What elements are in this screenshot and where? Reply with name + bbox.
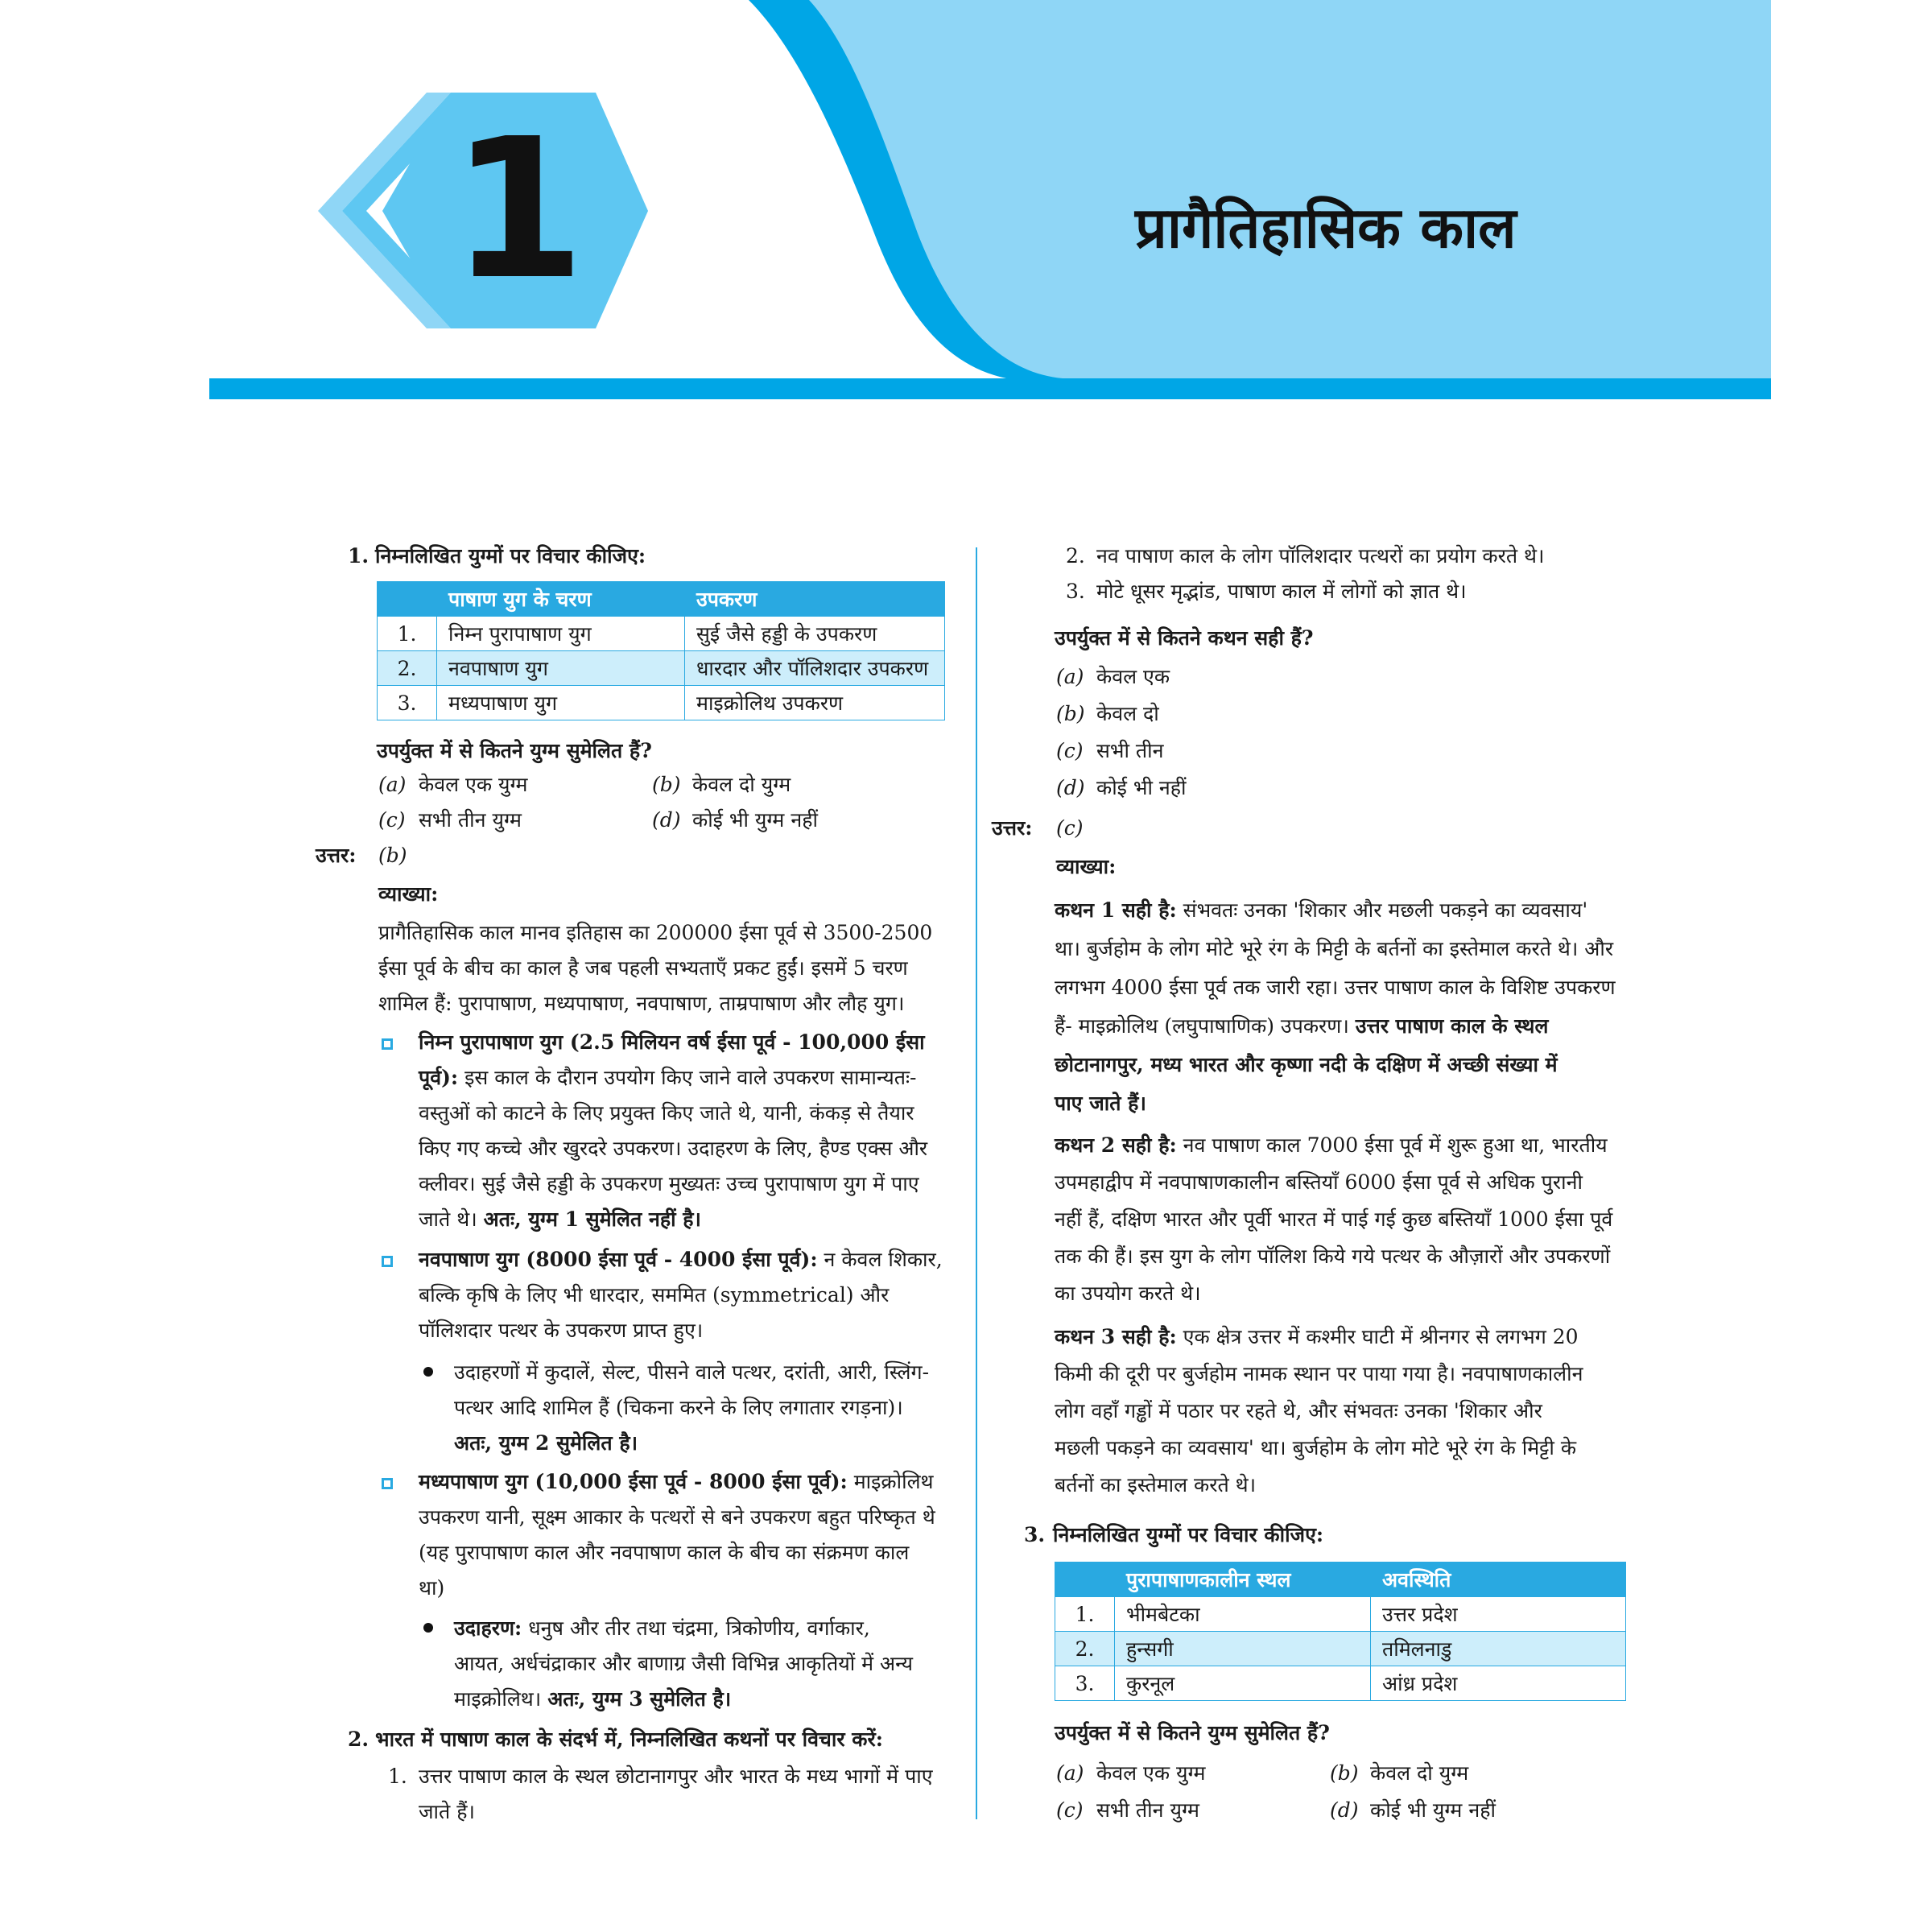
- q2-s2-line: तक की हैं। इस युग के लोग पॉलिश किये गये पत्थर के औज़ारों और उपकरणों: [1055, 1245, 1611, 1268]
- q1-point3-sub-line1: [454, 1610, 870, 1647]
- q1-point3-sub-line2: आयत, अर्धचंद्राकार और बाणाग्र जैसी विभिन्न आकृतियों में अन्य: [454, 1652, 913, 1675]
- q1-point2-sub-line: उदाहरणों में कुदालें, सेल्ट, पीसने वाले पत्थर, दरांती, आरी, स्लिंग-: [454, 1360, 930, 1384]
- table-cell: 1.: [378, 617, 437, 651]
- q2-option-b-label: (b): [1056, 702, 1085, 725]
- table-cell: माइक्रोलिथ उपकरण: [685, 686, 945, 720]
- q2-s1-line4-bold: उत्तर पाषाण काल के स्थल: [1355, 1014, 1549, 1038]
- table-cell: 2.: [378, 651, 437, 686]
- q1-point1-line2: [419, 1059, 916, 1096]
- q1-point3-sub-line3-plain: माइक्रोलिथ।: [454, 1687, 548, 1711]
- q2-stem: भारत में पाषाण काल के संदर्भ में, निम्नलिखित कथनों पर विचार करें:: [375, 1728, 883, 1751]
- q1-point1-heading: निम्न पुरापाषाण युग (2.5 मिलियन वर्ष ईसा पूर्व - 100,000 ईसा: [419, 1030, 925, 1054]
- table-cell: निम्न पुरापाषाण युग: [437, 617, 685, 651]
- q1-point3-conclusion: अतः, युग्म 3 सुमेलित है।: [547, 1687, 732, 1711]
- q2-option-b: केवल दो: [1096, 702, 1159, 725]
- q2-statement-num: 3.: [1066, 580, 1085, 603]
- q1-option-c-label: (c): [378, 808, 406, 832]
- q2-statement-num: 2.: [1066, 544, 1085, 568]
- q1-option-c: सभी तीन युग्म: [419, 808, 522, 832]
- q1-point2-line: पॉलिशदार पत्थर के उपकरण प्राप्त हुए।: [419, 1319, 704, 1342]
- q2-s2-line1: [1055, 1127, 1608, 1164]
- q3-option-c: सभी तीन युग्म: [1096, 1798, 1199, 1822]
- column-divider: [976, 547, 977, 1819]
- q2-s3-line1-rest: एक क्षेत्र उत्तर में कश्मीर घाटी में श्रीनगर से लगभग 20: [1176, 1325, 1579, 1348]
- q2-option-a: केवल एक: [1096, 665, 1170, 688]
- q1-option-d-label: (d): [652, 808, 681, 832]
- q2-answer: (c): [1056, 816, 1084, 840]
- q1-point3-line: (यह पुरापाषाण काल और नवपाषाण काल के बीच का संक्रमण काल: [419, 1541, 910, 1564]
- q1-table: [377, 581, 945, 720]
- q2-number: 2.: [348, 1728, 369, 1751]
- table-cell: 1.: [1055, 1597, 1115, 1632]
- q2-s3-line: लोग वहाँ गड्ढों में पठार पर रहते थे, और संभवतः उनका 'शिकार और: [1055, 1399, 1542, 1422]
- q2-s1-line4-plain: हैं- माइक्रोलिथ (लघुपाषाणिक) उपकरण।: [1055, 1014, 1356, 1038]
- table-cell: भीमबेटका: [1115, 1597, 1371, 1632]
- q2-question: उपर्युक्त में से कितने कथन सही हैं?: [1055, 626, 1314, 650]
- q2-s2-label: कथन 2 सही है:: [1055, 1133, 1177, 1157]
- q3-table-header-site: पुरापाषाणकालीन स्थल: [1115, 1563, 1371, 1597]
- table-cell: 3.: [1055, 1666, 1115, 1701]
- q1-table-header-num: [378, 582, 437, 617]
- table-cell: उत्तर प्रदेश: [1371, 1597, 1626, 1632]
- q2-s1-line: लगभग 4000 ईसा पूर्व तक जारी रहा। उत्तर पाषाण काल के विशिष्ट उपकरण: [1055, 976, 1616, 999]
- q2-s1-line1: [1055, 892, 1587, 929]
- q1-point2-sub-line: पत्थर आदि शामिल हैं (चिकना करने के लिए लगातार रगड़ना)।: [454, 1396, 903, 1419]
- dot-bullet-icon: [423, 1367, 433, 1377]
- square-bullet-icon: [382, 1256, 393, 1267]
- q1-point1-last-plain: जाते थे।: [419, 1208, 484, 1231]
- table-cell: हुन्सगी: [1115, 1632, 1371, 1666]
- q2-statement: उत्तर पाषाण काल के स्थल छोटानागपुर और भारत के मध्य भागों में पाए: [419, 1765, 933, 1788]
- q1-option-d: कोई भी युग्म नहीं: [692, 808, 818, 832]
- section-banner-text: अभ्यास के लिए वस्तुनिष्ठ प्रश्न: [821, 470, 1127, 503]
- q2-answer-label: उत्तर:: [992, 816, 1033, 840]
- q1-point3-sub-line3: [454, 1681, 731, 1718]
- header-bottom-bar: [209, 378, 1771, 399]
- chapter-title: प्रागैतिहासिक काल: [1135, 195, 1517, 261]
- q1-point1-line: किए गए कच्चे और खुरदरे उपकरण। उदाहरण के लिए, हैण्ड एक्स और: [419, 1137, 928, 1160]
- q1-option-b-label: (b): [652, 773, 681, 796]
- q1-table-header-stage: पाषाण युग के चरण: [437, 582, 685, 617]
- q2-option-c-label: (c): [1056, 739, 1084, 762]
- q2-statement-num: 1.: [388, 1765, 407, 1788]
- q2-statement-cont: जाते हैं।: [419, 1800, 475, 1823]
- q3-table: [1055, 1562, 1626, 1701]
- q2-s3-line: बर्तनों का इस्तेमाल करते थे।: [1055, 1473, 1257, 1496]
- table-row: [378, 617, 945, 651]
- table-cell: नवपाषाण युग: [437, 651, 685, 686]
- q1-point3-line: था): [419, 1576, 445, 1600]
- q1-option-b: केवल दो युग्म: [692, 773, 791, 796]
- q3-option-a-label: (a): [1056, 1761, 1084, 1785]
- q3-option-c-label: (c): [1056, 1798, 1084, 1822]
- q3-table-header-num: [1055, 1563, 1115, 1597]
- chapter-header-graphic: [0, 0, 1932, 419]
- q2-s2-line: नहीं हैं, दक्षिण भारत और पूर्वी भारत में पाई गई कुछ बस्तियाँ 1000 ईसा पूर्व: [1055, 1208, 1613, 1231]
- q2-s1-label: कथन 1 सही है:: [1055, 898, 1177, 922]
- q1-answer: (b): [378, 844, 407, 867]
- q3-stem: निम्नलिखित युग्मों पर विचार कीजिए:: [1053, 1523, 1324, 1546]
- q1-point3-heading: मध्यपाषाण युग (10,000 ईसा पूर्व - 8000 ईसा पूर्व):: [419, 1470, 848, 1493]
- q3-question: उपर्युक्त में से कितने युग्म सुमेलित हैं?: [1055, 1721, 1330, 1744]
- table-row: [378, 686, 945, 720]
- q1-intro-line: शामिल हैं: पुरापाषाण, मध्यपाषाण, नवपाषाण, ताम्रपाषाण और लौह युग।: [378, 992, 905, 1015]
- q2-option-d-label: (d): [1056, 776, 1085, 799]
- square-bullet-icon: [382, 1038, 393, 1050]
- table-cell: आंध्र प्रदेश: [1371, 1666, 1626, 1701]
- q1-table-header-row: [378, 582, 945, 617]
- q2-s1-line: था। बुर्जहोम के लोग मोटे भूरे रंग के मिट्टी के बर्तनों का इस्तेमाल करते थे। और: [1055, 937, 1614, 960]
- q2-statement: नव पाषाण काल के लोग पॉलिशदार पत्थरों का प्रयोग करते थे।: [1096, 544, 1545, 568]
- q2-s1-line1-rest: संभवतः उनका 'शिकार और मछली पकड़ने का व्यवसाय': [1176, 898, 1588, 922]
- table-cell: सुई जैसे हड्डी के उपकरण: [685, 617, 945, 651]
- q1-point1-line2-rest: इस काल के दौरान उपयोग किए जाने वाले उपकरण सामान्यतः-: [458, 1066, 917, 1089]
- table-cell: 2.: [1055, 1632, 1115, 1666]
- q1-point2-line1-rest: न केवल शिकार,: [817, 1248, 943, 1271]
- q2-option-d: कोई भी नहीं: [1096, 776, 1187, 799]
- q1-point1-heading-end: पूर्व):: [419, 1066, 459, 1089]
- q1-point1-line: वस्तुओं को काटने के लिए प्रयुक्त किए जाते थे, यानी, कंकड़ से तैयार: [419, 1101, 914, 1125]
- q1-question: उपर्युक्त में से कितने युग्म सुमेलित हैं?: [377, 739, 652, 762]
- q2-statement: मोटे धूसर मृद्भांड, पाषाण काल में लोगों को ज्ञात थे।: [1096, 580, 1467, 603]
- table-cell: तमिलनाडु: [1371, 1632, 1626, 1666]
- q2-s3-line: मछली पकड़ने का व्यवसाय' था। बुर्जहोम के लोग मोटे भूरे रंग के मिट्टी के: [1055, 1436, 1577, 1459]
- q3-option-b-label: (b): [1330, 1761, 1359, 1785]
- q2-explanation-label: व्याख्या:: [1056, 855, 1117, 878]
- q1-point1-conclusion: अतः, युग्म 1 सुमेलित नहीं है।: [483, 1208, 702, 1231]
- q1-stem: निम्नलिखित युग्मों पर विचार कीजिए:: [375, 544, 646, 568]
- q2-option-c: सभी तीन: [1096, 739, 1164, 762]
- q1-point3-line: उपकरण यानी, सूक्ष्म आकार के पत्थरों से बने उपकरण बहुत परिष्कृत थे: [419, 1505, 935, 1529]
- q1-point1-line: क्लीवर। सुई जैसे हड्डी के उपकरण मुख्यतः उच्च पुरापाषाण युग में पाए: [419, 1172, 919, 1195]
- q3-option-d: कोई भी युग्म नहीं: [1370, 1798, 1496, 1822]
- q1-answer-label: उत्तर:: [316, 844, 357, 867]
- q1-point2-line: बल्कि कृषि के लिए भी धारदार, सममित (symmetrical) और: [419, 1283, 890, 1307]
- table-row: [378, 651, 945, 686]
- table-cell: धारदार और पॉलिशदार उपकरण: [685, 651, 945, 686]
- q1-option-a: केवल एक युग्म: [419, 773, 528, 796]
- q3-option-a: केवल एक युग्म: [1096, 1761, 1206, 1785]
- q1-intro-line: प्रागैतिहासिक काल मानव इतिहास का 200000 ईसा पूर्व से 3500-2500: [378, 921, 933, 944]
- q2-s2-line1-rest: नव पाषाण काल 7000 ईसा पूर्व में शुरू हुआ था, भारतीय: [1176, 1133, 1608, 1157]
- q3-number: 3.: [1024, 1523, 1046, 1546]
- square-bullet-icon: [382, 1478, 393, 1489]
- q1-table-header-tools: उपकरण: [685, 582, 945, 617]
- q2-s3-line1: [1055, 1319, 1579, 1356]
- q1-point3-line1-rest: माइक्रोलिथ: [847, 1470, 934, 1493]
- q1-point2-line1: [419, 1241, 943, 1278]
- q3-option-b: केवल दो युग्म: [1370, 1761, 1469, 1785]
- table-cell: मध्यपाषाण युग: [437, 686, 685, 720]
- dot-bullet-icon: [423, 1623, 433, 1633]
- q1-point1-last-line: [419, 1201, 701, 1238]
- q1-option-a-label: (a): [378, 773, 407, 796]
- q2-s2-line: उपमहाद्वीप में नवपाषाणकालीन बस्तियाँ 6000 ईसा पूर्व से अधिक पुरानी: [1055, 1170, 1583, 1194]
- q3-table-header-row: [1055, 1563, 1626, 1597]
- table-cell: 3.: [378, 686, 437, 720]
- q2-s3-line: किमी की दूरी पर बुर्जहोम नामक स्थान पर पाया गया है। नवपाषाणकालीन: [1055, 1362, 1583, 1385]
- q2-s2-line: का उपयोग करते थे।: [1055, 1282, 1201, 1305]
- q1-point3-sub-label: उदाहरण:: [454, 1616, 522, 1640]
- q1-number: 1.: [348, 544, 369, 568]
- q3-option-d-label: (d): [1330, 1798, 1359, 1822]
- q2-option-a-label: (a): [1056, 665, 1084, 688]
- q1-explanation-label: व्याख्या:: [378, 882, 439, 906]
- table-cell: कुरनूल: [1115, 1666, 1371, 1701]
- q3-table-header-location: अवस्थिति: [1371, 1563, 1626, 1597]
- q2-s3-label: कथन 3 सही है:: [1055, 1325, 1177, 1348]
- q1-intro-line: ईसा पूर्व के बीच का काल है जब पहली सभ्यताएँ प्रकट हुईं। इसमें 5 चरण: [378, 956, 908, 980]
- table-row: [1055, 1666, 1626, 1701]
- q1-point3-line1: [419, 1463, 934, 1501]
- table-row: [1055, 1597, 1626, 1632]
- q1-point2-heading: नवपाषाण युग (8000 ईसा पूर्व - 4000 ईसा पूर्व):: [419, 1248, 818, 1271]
- q1-point2-conclusion: अतः, युग्म 2 सुमेलित है।: [454, 1431, 638, 1455]
- q2-s1-bold-line: पाए जाते हैं।: [1055, 1092, 1146, 1115]
- table-row: [1055, 1632, 1626, 1666]
- chapter-number: 1: [451, 97, 585, 322]
- q1-point3-sub-line1-rest: धनुष और तीर तथा चंद्रमा, त्रिकोणीय, वर्गाकार,: [522, 1616, 870, 1640]
- q2-s1-line4: [1055, 1008, 1548, 1045]
- q2-s1-bold-line: छोटानागपुर, मध्य भारत और कृष्णा नदी के दक्षिण में अच्छी संख्या में: [1055, 1053, 1558, 1076]
